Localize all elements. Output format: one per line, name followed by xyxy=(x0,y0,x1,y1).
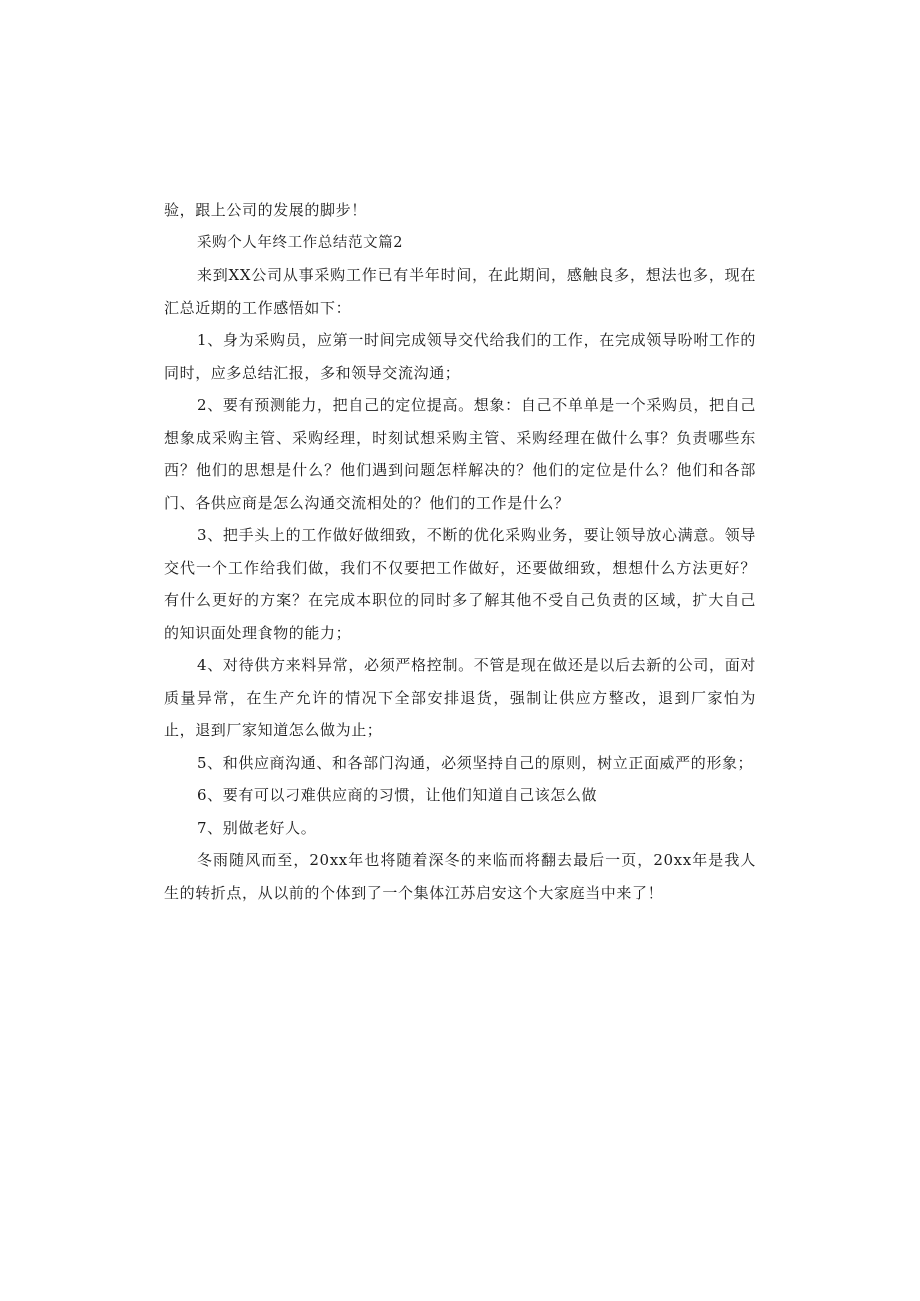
paragraph-item-3: 3、把手头上的工作做好做细致，不断的优化采购业务，要让领导放心满意。领导交代一个工作给我们做，我们不仅要把工作做好，还要做细致，想想什么方法更好？有什么更好的方案？在完成本职位的同时多了解其他不受自己负责的区域，扩大自己的知识面处理食物的能力； xyxy=(164,526,756,642)
paragraph-item-6: 6、要有可以刁难供应商的习惯，让他们知道自己该怎么做 xyxy=(197,786,598,804)
paragraph-item-7: 7、别做老好人。 xyxy=(197,818,317,837)
paragraph-intro: 来到XX公司从事采购工作已有半年时间，在此期间，感触良多，想法也多，现在汇总近期的工作感悟如下： xyxy=(164,266,756,317)
paragraph-item-4: 4、对待供方来料异常，必须严格控制。不管是现在做还是以后去新的公司，面对质量异常，在生产允许的情况下全部安排退货，强制让供应方整改，退到厂家怕为止，退到厂家知道怎么做为止； xyxy=(164,656,756,739)
document-body xyxy=(164,194,756,909)
paragraph-item-2: 2、要有预测能力，把自己的定位提高。想象：自己不单单是一个采购员，把自己想象成采购主管、采购经理，时刻试想采购主管、采购经理在做什么事？负责哪些东西？他们的思想是什么？他们遇到问题怎样解决的？他们的定位是什么？他们和各部门、各供应商是怎么沟通交流相处的？他们的工作是什么？ xyxy=(164,396,756,512)
paragraph-item-5: 5、和供应商沟通、和各部门沟通，必须坚持自己的原则，树立正面威严的形象； xyxy=(197,753,754,772)
paragraph-continuation: 验，跟上公司的发展的脚步！ xyxy=(164,201,367,219)
paragraph-closing: 冬雨随风而至，20xx年也将随着深冬的来临而将翻去最后一页，20xx年是我人生的转折点，从以前的个体到了一个集体江苏启安这个大家庭当中来了！ xyxy=(164,851,756,902)
section-title: 采购个人年终工作总结范文篇2 xyxy=(197,234,404,251)
paragraph-item-1: 1、身为采购员，应第一时间完成领导交代给我们的工作，在完成领导吩咐工作的同时，应多总结汇报，多和领导交流沟通； xyxy=(164,331,756,382)
